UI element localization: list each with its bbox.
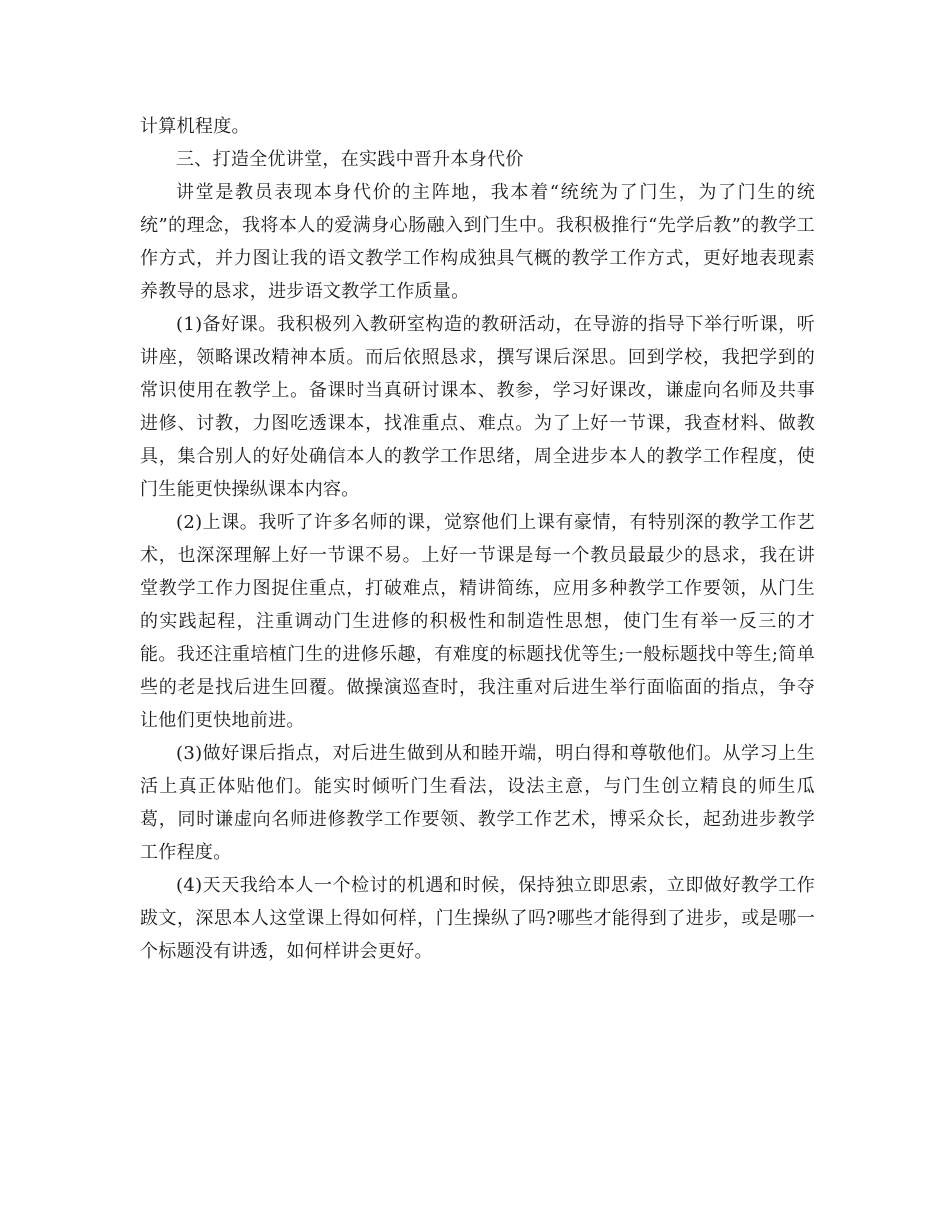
paragraph-continuation: 计算机程度。 <box>140 116 250 137</box>
paragraph-after-class-guidance: (3)做好课后指点，对后进生做到从和睦开端，明白得和尊敬他们。从学习上生活上真正体贴他们。能实时倾听门生看法，设法主意，与门生创立精良的师生瓜葛，同时谦虚向名师进修教学工作要领、教学工作艺术，博采众长，起劲进步教学工作程度。 <box>140 743 815 863</box>
section-heading: 三、打造全优讲堂，在实践中晋升本身代价 <box>176 149 524 170</box>
paragraph-intro: 讲堂是教员表现本身代价的主阵地，我本着“统统为了门生，为了门生的统统”的理念，我将本人的爱满身心肠融入到门生中。我积极推行“先学后教”的教学工作方式，并力图让我的语文教学工作构成独具气概的教学工作方式，更好地表现素养教导的恳求，进步语文教学工作质量。 <box>140 182 815 302</box>
document-body <box>140 110 815 968</box>
paragraph-daily-reflection: (4)天天我给本人一个检讨的机遇和时候，保持独立即思索，立即做好教学工作跋文，深思本人这堂课上得如何样，门生操纵了吗?哪些才能得到了进步，或是哪一个标题没有讲透，如何样讲会更好。 <box>140 875 815 962</box>
paragraph-teaching: (2)上课。我听了许多名师的课，觉察他们上课有豪情，有特别深的教学工作艺术，也深深理解上好一节课不易。上好一节课是每一个教员最最少的恳求，我在讲堂教学工作力图捉住重点，打破难点，精讲简练，应用多种教学工作要领，从门生的实践起程，注重调动门生进修的积极性和制造性思想，使门生有举一反三的才能。我还注重培植门生的进修乐趣，有难度的标题找优等生;一般标题找中等生;简单些的老是找后进生回覆。做操演巡查时，我注重对后进生举行面临面的指点，争夺让他们更快地前进。 <box>140 512 815 731</box>
paragraph-prepare-lessons: (1)备好课。我积极列入教研室构造的教研活动，在导游的指导下举行听课，听讲座，领略课改精神本质。而后依照恳求，撰写课后深思。回到学校，我把学到的常识使用在教学上。备课时当真研讨课本、教参，学习好课改，谦虚向名师及共事进修、讨教，力图吃透课本，找准重点、难点。为了上好一节课，我查材料、做教具，集合别人的好处确信本人的教学工作思绪，周全进步本人的教学工作程度，使门生能更快操纵课本内容。 <box>140 314 815 500</box>
